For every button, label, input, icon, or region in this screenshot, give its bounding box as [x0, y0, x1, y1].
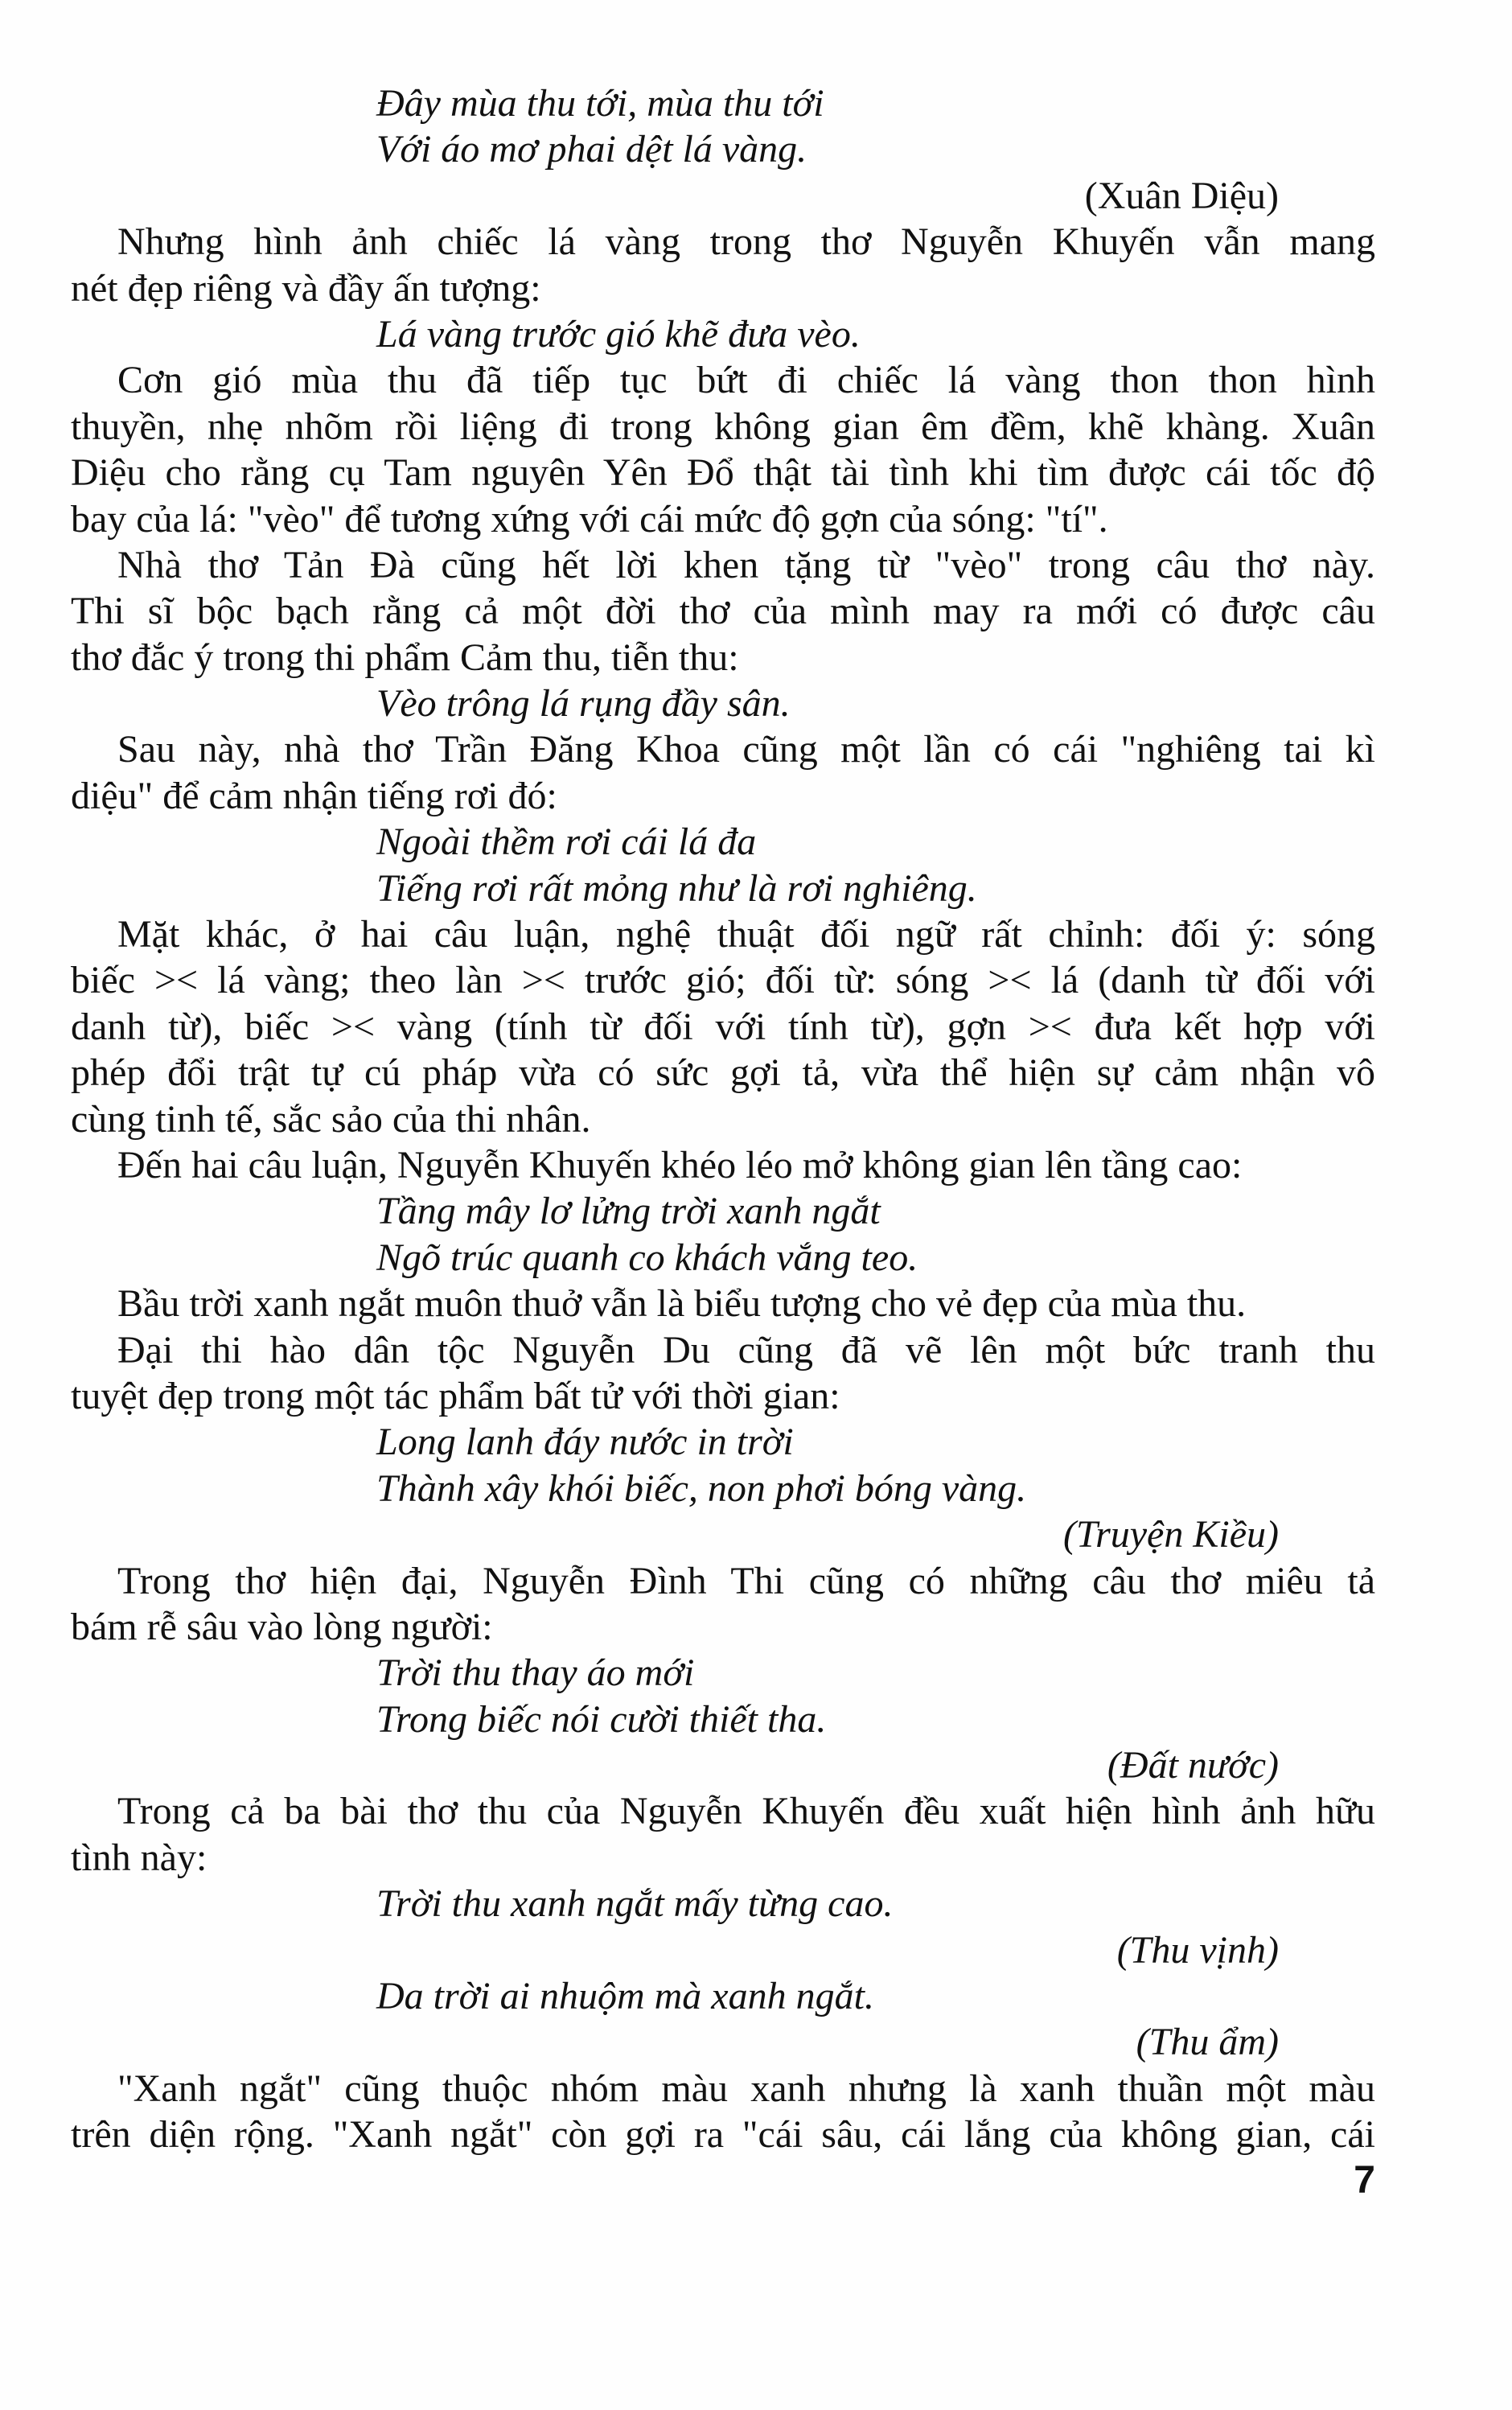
- paragraph: [71, 911, 1375, 1142]
- paragraph-line: Sau này, nhà thơ Trần Đăng Khoa cũng một lần có cái "nghiêng tai kì: [117, 728, 1375, 771]
- paragraph-line: diệu" để cảm nhận tiếng rơi đó:: [71, 774, 557, 817]
- paragraph: [71, 357, 1375, 542]
- paragraph: [71, 726, 1375, 819]
- paragraph-line: "Xanh ngắt" cũng thuộc nhóm màu xanh nhưng là xanh thuần một màu: [117, 2067, 1375, 2110]
- verse-line: Thành xây khói biếc, non phơi bóng vàng.: [376, 1466, 1027, 1510]
- page-number: 7: [1354, 2159, 1375, 2202]
- paragraph-line: Diệu cho rằng cụ Tam nguyên Yên Đổ thật tài tình khi tìm được cái tốc độ: [71, 451, 1375, 495]
- verse-line: Với áo mơ phai dệt lá vàng.: [376, 128, 807, 171]
- paragraph: [71, 2066, 1375, 2158]
- paragraph: [71, 1142, 1375, 1188]
- paragraph-line: Đại thi hào dân tộc Nguyễn Du cũng đã vẽ lên một bức tranh thu: [117, 1328, 1375, 1372]
- paragraph-line: Trong thơ hiện đại, Nguyễn Đình Thi cũng có những câu thơ miêu tả: [117, 1559, 1375, 1602]
- verse-line: Lá vàng trước gió khẽ đưa vèo.: [376, 312, 861, 356]
- poem-source-attribution: (Xuân Diệu): [1084, 174, 1279, 217]
- paragraph-line: Nhưng hình ảnh chiếc lá vàng trong thơ Nguyễn Khuyến vẫn mang: [117, 220, 1375, 264]
- paragraph-line: tuyệt đẹp trong một tác phẩm bất tử với thời gian:: [71, 1374, 840, 1417]
- verse-line: Đây mùa thu tới, mùa thu tới: [376, 82, 824, 125]
- paragraph: [71, 542, 1375, 681]
- poem-source-attribution: (Thu ẩm): [1136, 2021, 1279, 2064]
- paragraph-line: Đến hai câu luận, Nguyễn Khuyến khéo léo mở không gian lên tầng cao:: [117, 1143, 1243, 1186]
- verse-line: Ngoài thềm rơi cái lá đa: [376, 820, 757, 864]
- verse-line: Long lanh đáy nước in trời: [376, 1421, 794, 1464]
- paragraph-line: bám rễ sâu vào lòng người:: [71, 1605, 493, 1648]
- paragraph-line: Thi sĩ bộc bạch rằng cả một đời thơ của mình may ra mới có được câu: [71, 590, 1375, 633]
- paragraph-line: Nhà thơ Tản Đà cũng hết lời khen tặng từ "vèo" trong câu thơ này.: [117, 543, 1375, 586]
- paragraph: [71, 1281, 1375, 1326]
- paragraph-line: phép đổi trật tự cú pháp vừa có sức gợi tả, vừa thể hiện sự cảm nhận vô: [71, 1051, 1375, 1095]
- paragraph-line: Bầu trời xanh ngắt muôn thuở vẫn là biểu tượng cho vẻ đẹp của mùa thu.: [117, 1282, 1247, 1326]
- paragraph-line: bay của lá: "vèo" để tương xứng với cái mức độ gợn của sóng: "tí".: [71, 497, 1108, 541]
- verse-line: Trời thu thay áo mới: [376, 1651, 695, 1695]
- paragraph-line: thơ đắc ý trong thi phẩm Cảm thu, tiễn thu:: [71, 635, 739, 679]
- paragraph-line: nét đẹp riêng và đầy ấn tượng:: [71, 266, 541, 310]
- paragraph-line: biếc >< lá vàng; theo làn >< trước gió; đối từ: sóng >< lá (danh từ đối với: [71, 959, 1375, 1002]
- verse-line: Trời thu xanh ngắt mấy từng cao.: [376, 1882, 894, 1926]
- verse-line: Ngõ trúc quanh co khách vắng teo.: [376, 1236, 918, 1279]
- page-text: [71, 80, 1375, 2158]
- paragraph-line: Trong cả ba bài thơ thu của Nguyễn Khuyến đều xuất hiện hình ảnh hữu: [117, 1790, 1375, 1833]
- poem-source-attribution: (Truyện Kiều): [1063, 1513, 1279, 1557]
- paragraph: [71, 219, 1375, 311]
- verse-line: Da trời ai nhuộm mà xanh ngắt.: [376, 1975, 874, 2018]
- verse-line: Trong biếc nói cười thiết tha.: [376, 1697, 827, 1741]
- paragraph-line: thuyền, nhẹ nhõm rồi liệng đi trong không gian êm đềm, khẽ khàng. Xuân: [71, 405, 1375, 448]
- verse-line: Tầng mây lơ lửng trời xanh ngắt: [376, 1190, 881, 1233]
- poem-source-attribution: (Thu vịnh): [1116, 1928, 1279, 1972]
- verse-line: Tiếng rơi rất mỏng như là rơi nghiêng.: [376, 866, 977, 910]
- verse-line: Vèo trông lá rụng đầy sân.: [376, 682, 791, 726]
- paragraph-line: Cơn gió mùa thu đã tiếp tục bứt đi chiếc lá vàng thon thon hình: [117, 359, 1375, 402]
- poem-source-attribution: (Đất nước): [1107, 1744, 1279, 1787]
- paragraph: [71, 1327, 1375, 1420]
- paragraph-line: cùng tinh tế, sắc sảo của thi nhân.: [71, 1097, 591, 1141]
- paragraph-line: danh từ), biếc >< vàng (tính từ đối với tính từ), gợn >< đưa kết hợp với: [71, 1005, 1375, 1048]
- paragraph: [71, 1558, 1375, 1651]
- paragraph-line: Mặt khác, ở hai câu luận, nghệ thuật đối ngữ rất chỉnh: đối ý: sóng: [117, 913, 1375, 956]
- paragraph-line: tình này:: [71, 1836, 207, 1879]
- paragraph-line: trên diện rộng. "Xanh ngắt" còn gợi ra "cái sâu, cái lắng của không gian, cái: [71, 2113, 1375, 2157]
- paragraph: [71, 1788, 1375, 1881]
